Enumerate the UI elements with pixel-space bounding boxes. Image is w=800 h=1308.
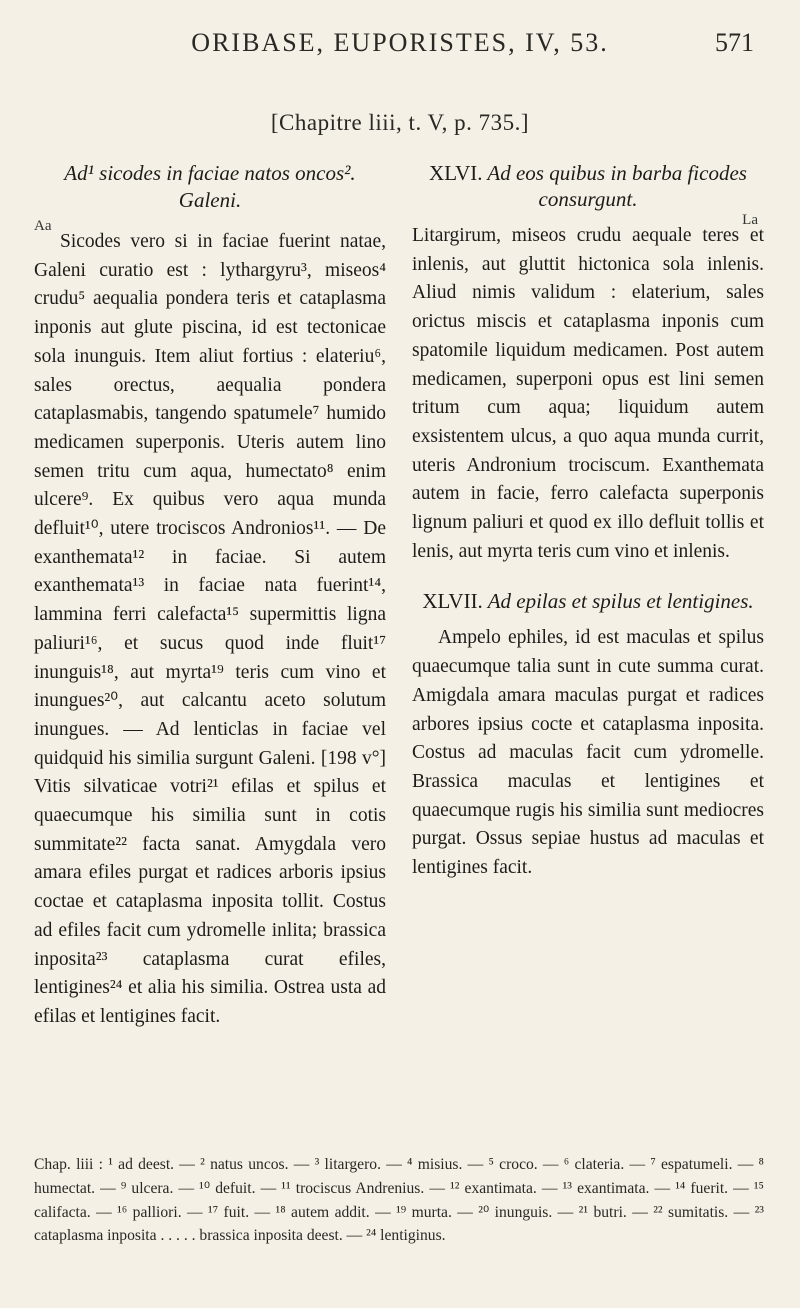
- page-number: 571: [715, 28, 754, 57]
- section-46-title: Ad eos quibus in barba ficodes consurgunt.: [487, 161, 747, 211]
- section-47-title: Ad epilas et spilus et lentigines.: [487, 589, 754, 614]
- section-46-number: XLVI.: [429, 161, 483, 185]
- running-head-title: ORIBASE, EUPORISTES, IV, 53.: [191, 28, 609, 57]
- section-46-text: Litargirum, miseos crudu aequale teres et inlenis, aut gluttit hictonica sola inlenis. Aliud nimis validum : elaterium, sales orictus miscis et cataplasma inponis cum spatomile liquidum medicamen. Post autem medicamen, superponi opus est lini semen tritum cum aqua; liquidum autem exsistentem ulcus, a quo aqua munda currit, uteris Andronium trociscum. Exanthemata autem in facie, ferro calefacta superponis lignum paliuri et quod ex illo defluit tollis et lenis, aut myrta teris cum vino et inlenis.: [412, 225, 764, 562]
- section-47-text: Ampelo ephiles, id est maculas et spilus quaecumque talia sunt in cute summa curat. Amigdala amara maculas purgat et radices arbores ipsius cocte et cataplasma inposita. Costus ad maculas facit cum ydromelle. Brassica maculas et lentigines et quaecumque rugis his similia sunt mediocres purgat. Ossus sepiae hustus ad maculas et lentigines facit.: [412, 627, 764, 879]
- section-47-heading: [412, 588, 764, 614]
- left-body-text: Sicodes vero si in faciae fuerint natae, Galeni curatio est : lythargyru³, miseos⁴ crudu⁵ aequalia pondera teris et cataplasma inponis aut glute piscina, id est tectonicae sola inunguis. Item aliut fortius : elateriu⁶, sales orectus, aequalia pondera cataplasmabis, tangendo spatumele⁷ humido medicamen superponis. Uteris autem lino semen tritu cum aqua, humectato⁸ enim ulcere⁹. Ex quibus vero aqua munda defluit¹⁰, utere trociscos Andronios¹¹. — De exanthemata¹² in faciae. Si autem exanthemata¹³ in faciae nata fuerint¹⁴, lammina ferri calefacta¹⁵ supermittis ligna paliuri¹⁶, et sucus quod inde fluit¹⁷ inunguis¹⁸, aut myrta¹⁹ teris cum vino et inungues²⁰, aut calcantu aceto solutum inungues. — Ad lenticlas in faciae vel quidquid his similia surgunt Galeni. [198 v°] Vitis silvaticae votri²¹ efilas et spilus et quaecumque his similia sunt in cotis summitate²² facta sanat. Amygdala vero amara efiles purgat et radices arboris ipsius coctae et cataplasma inposita tollit. Costus ad efiles facit cum ydromelle inlita; brassica inposita²³ cataplasma curat efiles, lentigines²⁴ et alia his similia. Ostrea usta ad efilas et lentigines facit.: [34, 231, 386, 1027]
- right-column: [412, 160, 764, 883]
- left-heading: Ad¹ sicodes in faciae natos oncos². Galeni.: [64, 161, 356, 212]
- section-46-heading: [412, 160, 764, 212]
- section-47-number: XLVII.: [422, 589, 483, 614]
- right-margin-mark: La: [742, 212, 758, 228]
- section-gap: [412, 566, 764, 588]
- running-head: [0, 28, 800, 64]
- chapter-reference: [Chapitre liii, t. V, p. 735.]: [270, 110, 530, 135]
- left-margin-mark: Aa: [34, 218, 52, 234]
- footnotes: Chap. liii : ¹ ad deest. — ² natus uncos. — ³ litargero. — ⁴ misius. — ⁵ croco. — ⁶ clateria. — ⁷ espatumeli. — ⁸ humectat. — ⁹ ulcera. — ¹⁰ defuit. — ¹¹ trociscus Andrenius. — ¹² exantimata. — ¹³ exantimata. — ¹⁴ fuerit. — ¹⁵ califacta. — ¹⁶ palliori. — ¹⁷ fuit. — ¹⁸ autem addit. — ¹⁹ murta. — ²⁰ inunguis. — ²¹ butri. — ²² sumitatis. — ²³ cataplasma inposita . . . . . brassica inposita deest. — ²⁴ lentiginus.: [34, 1156, 764, 1245]
- left-column: [34, 160, 386, 1032]
